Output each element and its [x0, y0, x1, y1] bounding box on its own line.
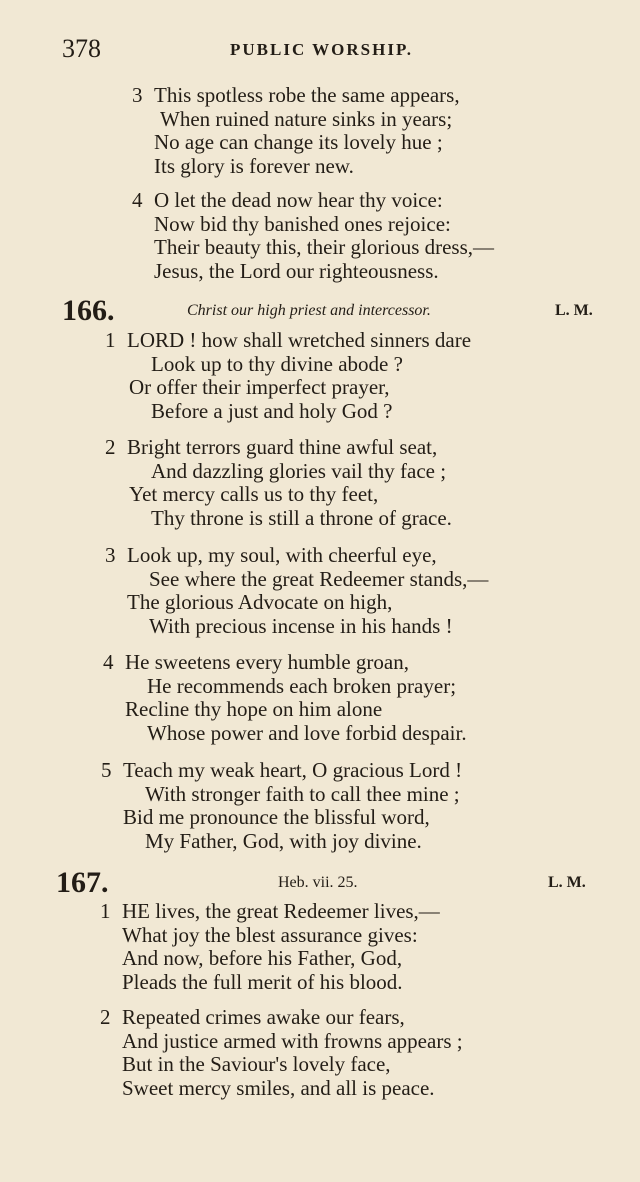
hymn-meter: L. M. [548, 874, 586, 891]
stanza-line: With stronger faith to call thee mine ; [145, 781, 460, 806]
hymn-166-heading [62, 294, 607, 330]
stanza-line: 4 O let the dead now hear thy voice: [132, 188, 443, 212]
stanza-prev-4 [132, 189, 494, 283]
stanza-line: Their beauty this, their glorious dress,— [154, 235, 495, 259]
stanza-number: 4 [132, 188, 143, 212]
page-header [62, 34, 602, 64]
stanza-line: 3 This spotless robe the same appears, [132, 83, 460, 107]
stanza-number: 1 [100, 899, 111, 923]
stanza-prev-3 [132, 84, 460, 178]
stanza-line: No age can change its lovely hue ; [154, 130, 443, 154]
stanza-line: And now, before his Father, God, [122, 946, 403, 970]
stanza-line: Bid me pronounce the blissful word, [123, 805, 430, 829]
stanza-line: Now bid thy banished ones rejoice: [154, 211, 451, 236]
stanza-line: My Father, God, with joy divine. [145, 828, 422, 853]
stanza-line: Yet mercy calls us to thy feet, [129, 482, 379, 506]
stanza-line: 4 He sweetens every humble groan, [103, 650, 409, 674]
hymn-166-stanza-4 [103, 651, 467, 745]
hymn-167-stanza-2 [100, 1006, 463, 1100]
hymn-166-stanza-3 [105, 544, 488, 638]
hymn-meter: L. M. [555, 302, 593, 319]
stanza-line: 3 Look up, my soul, with cheerful eye, [105, 543, 437, 567]
stanza-line: Its glory is forever new. [154, 153, 354, 178]
stanza-line: When ruined nature sinks in years; [160, 106, 453, 131]
stanza-number: 4 [103, 650, 114, 674]
stanza-line: With precious incense in his hands ! [149, 613, 453, 638]
hymn-number: 166. [62, 294, 115, 327]
stanza-line: And dazzling glories vail thy face ; [151, 458, 447, 483]
stanza-line: He recommends each broken prayer; [147, 673, 457, 698]
stanza-line: 1 LORD ! how shall wretched sinners dare [105, 328, 472, 352]
stanza-number: 2 [100, 1005, 111, 1029]
stanza-line: Jesus, the Lord our righteousness. [154, 258, 439, 283]
stanza-line: See where the great Redeemer stands,— [149, 566, 489, 591]
hymn-167-stanza-1 [100, 900, 440, 994]
hymn-166-stanza-2 [105, 436, 452, 530]
stanza-line: Whose power and love forbid despair. [147, 720, 467, 745]
hymn-number: 167. [56, 866, 109, 899]
hymn-title: Christ our high priest and intercessor. [187, 302, 431, 319]
stanza-line: Before a just and holy God ? [151, 398, 393, 423]
stanza-number: 3 [105, 543, 116, 567]
running-head: PUBLIC WORSHIP. [230, 40, 414, 59]
hymn-167-heading [56, 866, 601, 902]
stanza-line: Sweet mercy smiles, and all is peace. [122, 1075, 435, 1100]
stanza-line: 1 HE lives, the great Redeemer lives,— [100, 899, 440, 923]
stanza-line: Look up to thy divine abode ? [151, 351, 403, 376]
stanza-number: 2 [105, 435, 116, 459]
stanza-line: Pleads the full merit of his blood. [122, 969, 403, 994]
stanza-line: Thy throne is still a throne of grace. [151, 505, 452, 530]
page-number: 378 [62, 34, 101, 63]
stanza-line: What joy the blest assurance gives: [122, 922, 418, 947]
stanza-line: And justice armed with frowns appears ; [122, 1028, 463, 1053]
hymn-reference: Heb. vii. 25. [278, 874, 358, 891]
stanza-line: Or offer their imperfect prayer, [129, 375, 390, 399]
hymn-166-stanza-1 [105, 329, 471, 423]
stanza-line: But in the Saviour's lovely face, [122, 1052, 391, 1076]
stanza-line: The glorious Advocate on high, [127, 590, 393, 614]
stanza-line: Recline thy hope on him alone [125, 697, 383, 721]
stanza-number: 3 [132, 83, 143, 107]
stanza-line: 5 Teach my weak heart, O gracious Lord ! [101, 758, 463, 782]
stanza-line: 2 Bright terrors guard thine awful seat, [105, 435, 438, 459]
stanza-number: 5 [101, 758, 112, 782]
stanza-number: 1 [105, 328, 116, 352]
stanza-line: 2 Repeated crimes awake our fears, [100, 1005, 405, 1029]
hymn-166-stanza-5 [101, 759, 462, 853]
